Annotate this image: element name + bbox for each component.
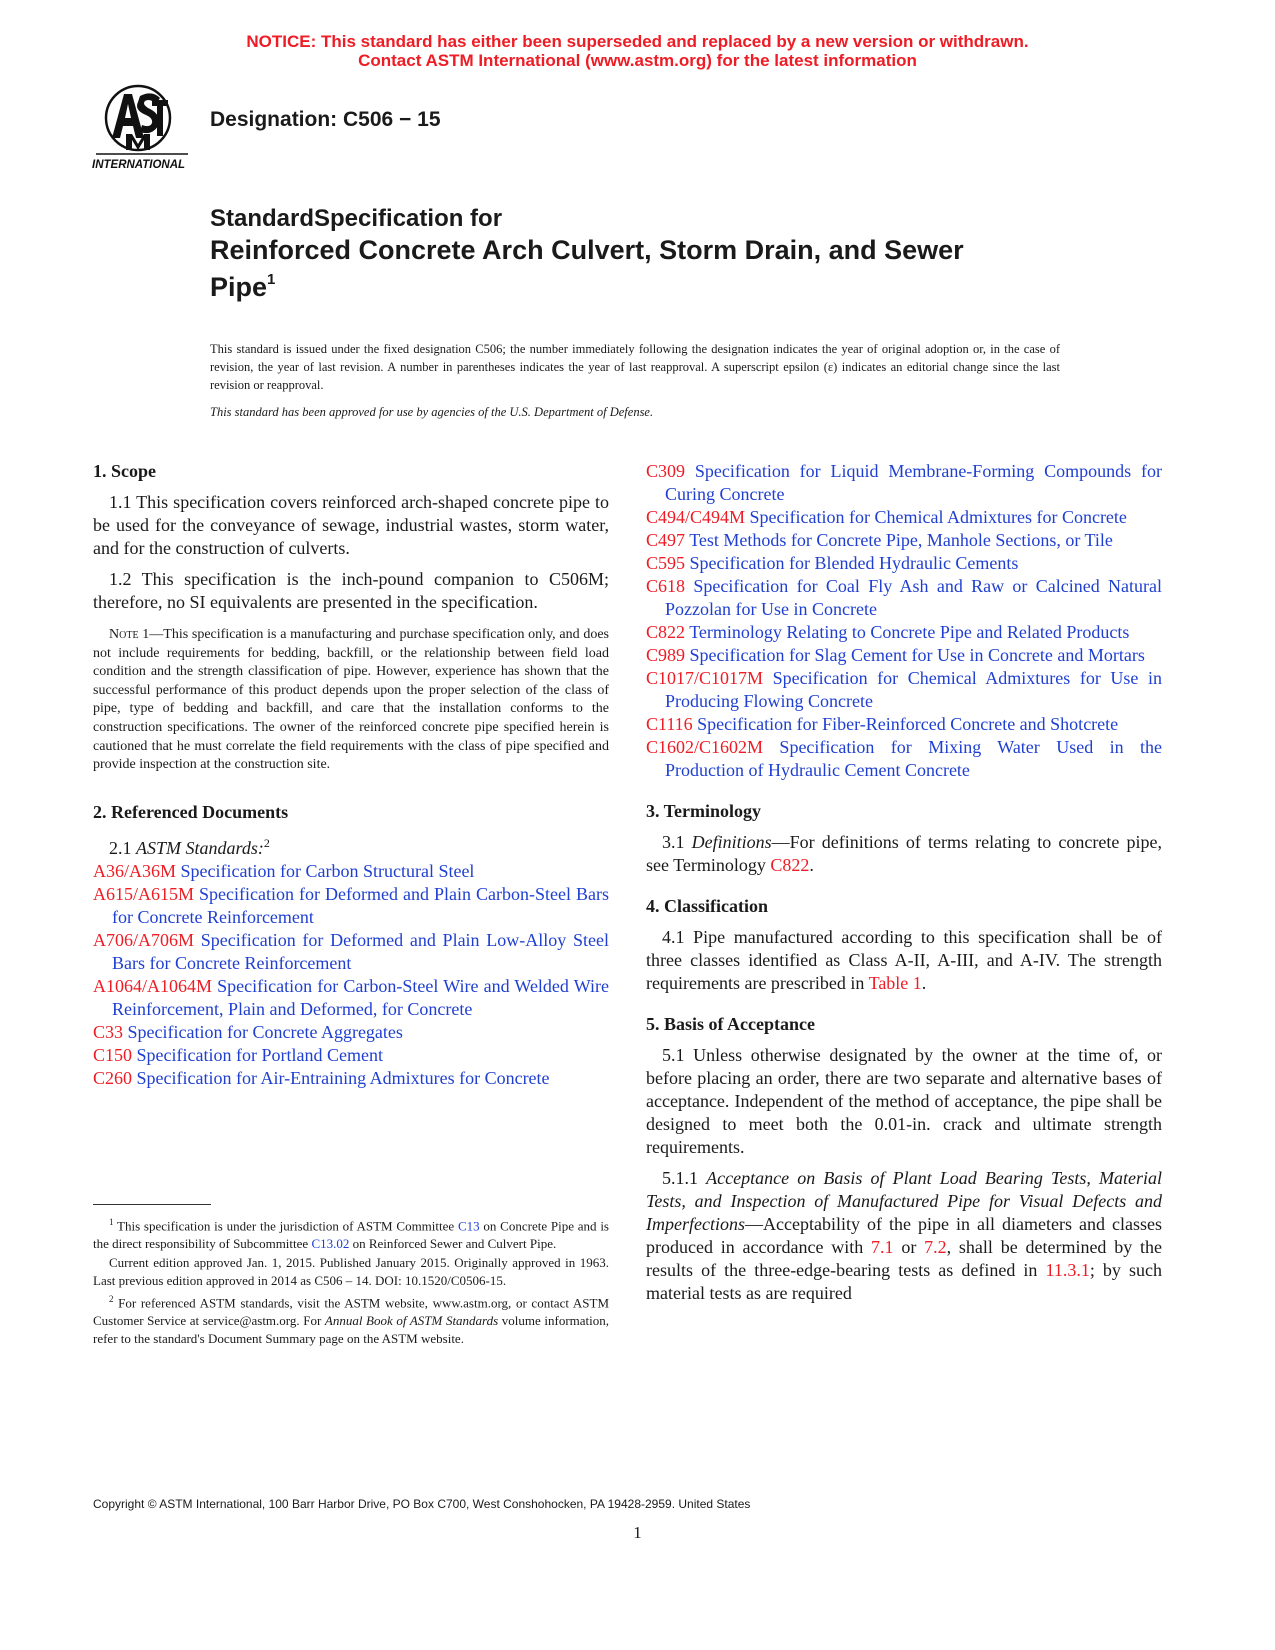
reference-code-link[interactable]: A1064/A1064M bbox=[93, 975, 213, 996]
designation: Designation: C506 − 15 bbox=[210, 108, 441, 131]
notice-line-2: Contact ASTM International (www.astm.org) for the latest information bbox=[358, 51, 917, 70]
reference-code-link[interactable]: C989 bbox=[646, 645, 686, 665]
reference-title-link[interactable]: Specification for Carbon Structural Steel bbox=[176, 860, 475, 881]
section-heading-scope: 1. Scope bbox=[93, 461, 156, 481]
reference-item bbox=[93, 1021, 609, 1044]
reference-code-link[interactable]: A36/A36M bbox=[93, 860, 177, 881]
reference-title-link[interactable]: Specification for Deformed and Plain Low-Alloy Steel Bars for Concrete Reinforcement bbox=[112, 929, 609, 973]
reference-item bbox=[646, 552, 1162, 575]
reference-code-link[interactable]: C309 bbox=[646, 461, 686, 481]
section-heading-referenced-documents: 2. Referenced Documents bbox=[93, 801, 289, 822]
notice-line-1: NOTICE: This standard has either been superseded and replaced by a new version or withdrawn. bbox=[246, 32, 1029, 51]
link-c822[interactable]: C822 bbox=[770, 855, 810, 875]
reference-code-link[interactable]: C822 bbox=[646, 622, 686, 642]
link-c13-02[interactable]: C13.02 bbox=[311, 1235, 350, 1251]
paragraph-1-1: 1.1 This specification covers reinforced arch-shaped concrete pipe to be used for the conveyance of sewage, industrial wastes, storm water, and for the construction of culverts. bbox=[93, 492, 609, 558]
paragraph-4-1: 4.1 Pipe manufactured according to this specification shall be of three classes identified as Class A-II, A-III, and A-IV. The strength requirements are prescribed in Table 1. bbox=[646, 927, 1162, 993]
reference-code-link[interactable]: C595 bbox=[646, 553, 686, 573]
paragraph-5-1: 5.1 Unless otherwise designated by the owner at the time of, or before placing an order, there are two separate and alternative bases of acceptance. Independent of the method of acceptance, the pipe shall be designed to meet both the 0.01-in. crack and ultimate strength requirements. bbox=[646, 1045, 1162, 1157]
section-heading-basis-of-acceptance: 5. Basis of Acceptance bbox=[646, 1014, 815, 1034]
reference-item bbox=[93, 1044, 609, 1067]
link-11-3-1[interactable]: 11.3.1 bbox=[1045, 1260, 1090, 1280]
reference-title-link[interactable]: Specification for Carbon-Steel Wire and Welded Wire Reinforcement, Plain and Deformed, for Concrete bbox=[112, 975, 609, 1019]
reference-title-link[interactable]: Specification for Mixing Water Used in the Production of Hydraulic Cement Concrete bbox=[665, 737, 1162, 780]
link-table-1[interactable]: Table 1 bbox=[868, 973, 922, 993]
reference-item bbox=[646, 621, 1162, 644]
note-label: Note 1 bbox=[109, 627, 150, 642]
document-title bbox=[210, 204, 1110, 303]
reference-title-link[interactable]: Specification for Coal Fly Ash and Raw or Calcined Natural Pozzolan for Use in Concrete bbox=[665, 576, 1162, 619]
dod-approval-note: This standard has been approved for use by agencies of the U.S. Department of Defense. bbox=[210, 405, 654, 419]
reference-item bbox=[93, 929, 609, 975]
left-column bbox=[93, 460, 609, 1090]
footnotes bbox=[93, 1214, 609, 1349]
reference-item bbox=[646, 736, 1162, 782]
reference-code-link[interactable]: C150 bbox=[93, 1044, 133, 1065]
reference-list-left bbox=[93, 860, 609, 1090]
right-column bbox=[646, 460, 1162, 1313]
reference-title-link[interactable]: Specification for Fiber-Reinforced Concrete and Shotcrete bbox=[692, 714, 1119, 734]
reference-list-right bbox=[646, 460, 1162, 782]
reference-item bbox=[646, 460, 1162, 506]
section-heading-classification: 4. Classification bbox=[646, 896, 769, 916]
issue-note: This standard is issued under the fixed designation C506; the number immediately following the designation indicates the year of original adoption or, in the case of revision, the year of last revision. A number in parentheses indicates the year of last reapproval. A superscript epsilon (ε) indicates an editorial change since the last revision or reapproval. bbox=[210, 342, 1060, 392]
title-line-3: Pipe$^1$ bbox=[210, 271, 276, 302]
reference-title-link[interactable]: Specification for Portland Cement bbox=[132, 1044, 383, 1065]
withdrawal-notice bbox=[0, 32, 1275, 70]
reference-item bbox=[646, 575, 1162, 621]
reference-code-link[interactable]: C618 bbox=[646, 576, 686, 596]
astm-logo-icon bbox=[90, 80, 194, 172]
reference-code-link[interactable]: A615/A615M bbox=[93, 883, 195, 904]
reference-code-link[interactable]: A706/A706M bbox=[93, 929, 195, 950]
reference-title-link[interactable]: Specification for Liquid Membrane-Forming Compounds for Curing Concrete bbox=[665, 461, 1162, 504]
reference-item bbox=[93, 975, 609, 1021]
reference-code-link[interactable]: C497 bbox=[646, 530, 686, 550]
astm-standards-subheading: 2.1 ASTM Standards:$^2$ bbox=[109, 835, 270, 858]
reference-code-link[interactable]: C260 bbox=[93, 1067, 133, 1088]
reference-code-link[interactable]: C33 bbox=[93, 1021, 124, 1042]
reference-item bbox=[646, 529, 1162, 552]
link-c13[interactable]: C13 bbox=[457, 1218, 480, 1234]
reference-code-link[interactable]: C494/C494M bbox=[646, 507, 746, 527]
footnote-rule bbox=[93, 1204, 211, 1205]
title-line-1: StandardSpecification for bbox=[210, 205, 503, 232]
reference-item bbox=[646, 506, 1162, 529]
paragraph-3-1: 3.1 Definitions—For definitions of terms relating to concrete pipe, see Terminology C822. bbox=[646, 832, 1162, 875]
reference-title-link[interactable]: Specification for Blended Hydraulic Cements bbox=[685, 553, 1019, 573]
reference-item bbox=[646, 713, 1162, 736]
title-footnote-mark: 1 bbox=[267, 271, 276, 288]
reference-title-link[interactable]: Terminology Relating to Concrete Pipe and Related Products bbox=[685, 622, 1130, 642]
reference-title-link[interactable]: Specification for Slag Cement for Use in Concrete and Mortars bbox=[685, 645, 1145, 665]
reference-title-link[interactable]: Specification for Air-Entraining Admixtures for Concrete bbox=[132, 1067, 550, 1088]
reference-item bbox=[93, 860, 609, 883]
section-heading-terminology: 3. Terminology bbox=[646, 801, 762, 821]
reference-title-link[interactable]: Test Methods for Concrete Pipe, Manhole Sections, or Tile bbox=[685, 530, 1113, 550]
page-number: 1 bbox=[633, 1523, 642, 1542]
footnote-1-edition: Current edition approved Jan. 1, 2015. Published January 2015. Originally approved in 1963. Last previous edition approved in 2014 as C506 – 14. DOI: 10.1520/C0506-15. bbox=[93, 1255, 609, 1288]
footnote-1: $^1$ This specification is under the jurisdiction of ASTM Committee C13 on Concrete Pipe and is the direct responsibility of Subcommittee C13.02 on Reinforced Sewer and Culvert Pipe. bbox=[93, 1217, 609, 1251]
reference-item bbox=[93, 883, 609, 929]
link-7-1[interactable]: 7.1 bbox=[871, 1237, 894, 1257]
reference-code-link[interactable]: C1116 bbox=[646, 714, 693, 734]
reference-item bbox=[93, 1067, 609, 1090]
paragraph-1-2: 1.2 This specification is the inch-pound companion to C506M; therefore, no SI equivalents are presented in the specification. bbox=[93, 569, 609, 612]
reference-title-link[interactable]: Specification for Deformed and Plain Carbon-Steel Bars for Concrete Reinforcement bbox=[112, 883, 609, 927]
title-line-2: Reinforced Concrete Arch Culvert, Storm Drain, and Sewer bbox=[210, 235, 964, 265]
copyright-notice: Copyright © ASTM International, 100 Barr Harbor Drive, PO Box C700, West Conshohocken, PA 19428-2959. United States bbox=[93, 1497, 751, 1511]
reference-title-link[interactable]: Specification for Chemical Admixtures for Use in Producing Flowing Concrete bbox=[665, 668, 1162, 711]
note-1: Note 1—This specification is a manufacturing and purchase specification only, and does not include requirements for bedding, backfill, or the relationship between field load condition and the strength classification of pipe. However, experience has shown that the successful performance of this product depends upon the proper selection of the class of pipe, type of bedding and backfill, and care that the installation conforms to the construction specifications. The owner of the reinforced concrete pipe specified herein is cautioned that he must correlate the field requirements with the class of pipe specified and provide inspection at the construction site. bbox=[93, 627, 609, 773]
logo-wordmark: INTERNATIONAL bbox=[92, 159, 186, 171]
reference-item bbox=[646, 644, 1162, 667]
link-7-2[interactable]: 7.2 bbox=[924, 1237, 947, 1257]
reference-item bbox=[646, 667, 1162, 713]
reference-title-link[interactable]: Specification for Chemical Admixtures for Concrete bbox=[745, 507, 1127, 527]
reference-title-link[interactable]: Specification for Concrete Aggregates bbox=[123, 1021, 403, 1042]
reference-code-link[interactable]: C1017/C1017M bbox=[646, 668, 764, 688]
paragraph-5-1-1: 5.1.1 Acceptance on Basis of Plant Load Bearing Tests, Material Tests, and Inspection of Manufactured Pipe for Visual Defects and Imperfections—Acceptability of the pipe in all diameters and classes produced in accordance with 7.1 or 7.2, shall be determined by the results of the three-edge-bearing tests as defined in 11.3.1; by such material tests as are required bbox=[646, 1168, 1163, 1303]
footnote-2: $^2$ For referenced ASTM standards, visit the ASTM website, www.astm.org, or contact ASTM Customer Service at service@astm.org. For Annual Book of ASTM Standards volume information, refer to the standard's Document Summary page on the ASTM website. bbox=[93, 1294, 610, 1346]
reference-code-link[interactable]: C1602/C1602M bbox=[646, 737, 764, 757]
